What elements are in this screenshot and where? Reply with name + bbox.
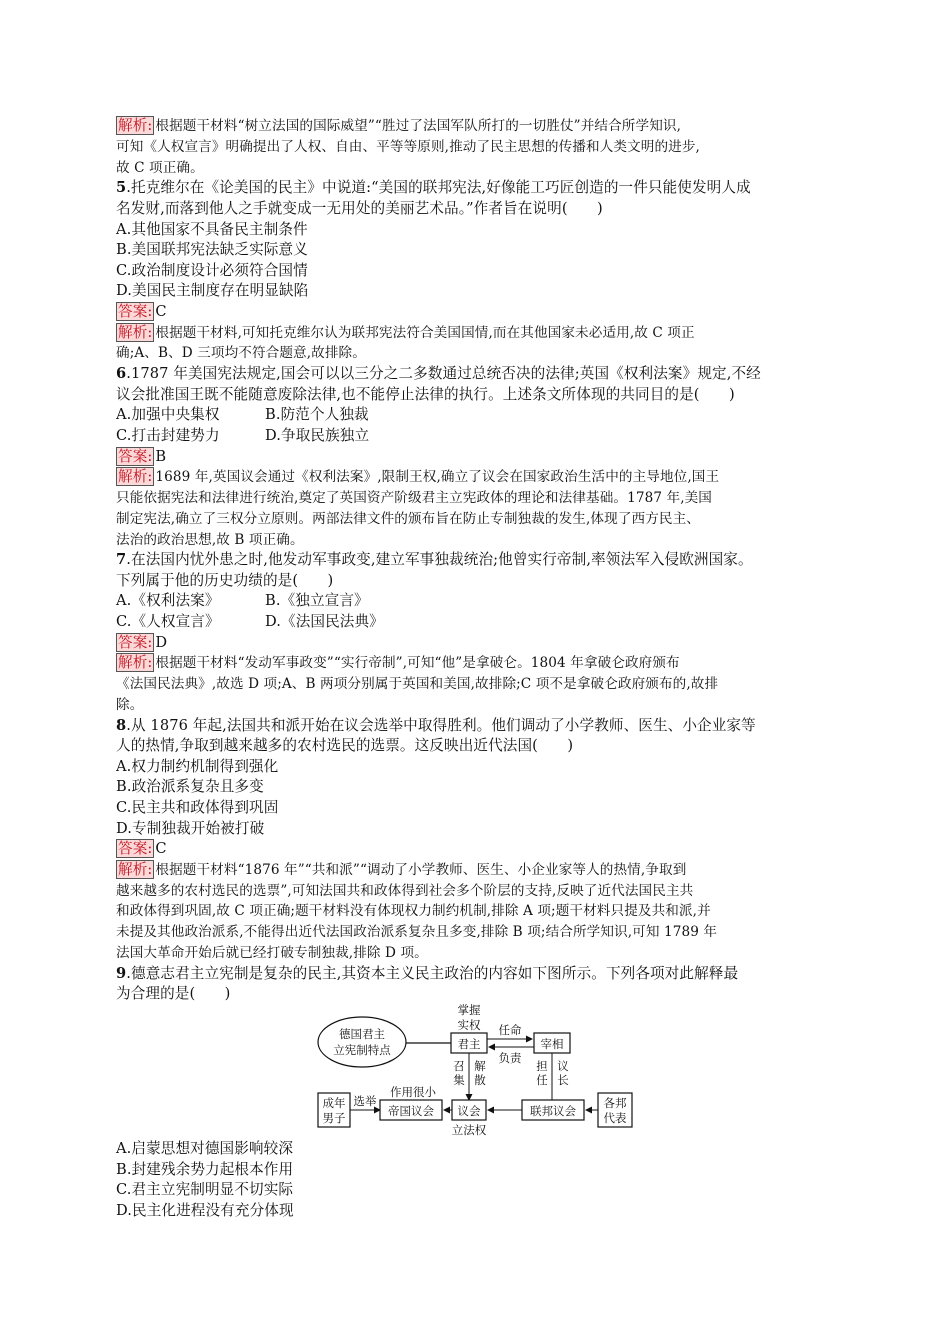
center-label-2: 立宪制特点 bbox=[333, 1043, 391, 1057]
center-label-1: 德国君主 bbox=[339, 1027, 385, 1041]
q6-analysis-line: 只能依据宪法和法律进行统治,奠定了英国资产阶级君主立宪政体的理论和法律基础。1787 年,美国 bbox=[116, 489, 713, 506]
q6-option-a: A.加强中央集权 bbox=[116, 406, 220, 424]
q5-option-a: A.其他国家不具备民主制条件 bbox=[116, 220, 308, 238]
q5-option-d: D.美国民主制度存在明显缺陷 bbox=[116, 282, 309, 300]
german-constitution-diagram bbox=[316, 1002, 644, 1138]
q7-stem-line: 下列属于他的历史功绩的是( ) bbox=[116, 571, 334, 589]
q6-option-b: B.防范个人独裁 bbox=[265, 406, 369, 424]
q9-option-c: C.君主立宪制明显不切实际 bbox=[116, 1181, 294, 1199]
little-effect-label: 作用很小 bbox=[390, 1085, 436, 1099]
q4-analysis-line: 故 C 项正确。 bbox=[116, 159, 204, 176]
q6-options-row bbox=[116, 426, 834, 447]
q8-analysis: 解析: 根据题干材料“1876 年”“共和派”“调动了小学教师、医生、小企业家等人的热情,争取到 bbox=[118, 860, 687, 878]
chair-label-2: 长 bbox=[557, 1073, 569, 1087]
answer-tag: 答案: bbox=[118, 302, 153, 320]
dissolve-label-2: 散 bbox=[474, 1073, 486, 1087]
q7-option-a: A.《权利法案》 bbox=[116, 592, 220, 610]
analysis-tag: 解析: bbox=[118, 654, 153, 672]
q9-options bbox=[116, 1139, 834, 1221]
q7-analysis-line: 除。 bbox=[116, 696, 144, 713]
q6-stem: 6.1787 年美国宪法规定,国会可以以三分之二多数通过总统否决的法律;英国《权利法案》规定,不经 bbox=[116, 365, 761, 383]
q5-stem-line: 名发财,而落到他人之手就变成一无用处的美丽艺术品。”作者旨在说明( ) bbox=[116, 199, 603, 217]
grasp-label-1: 掌握 bbox=[457, 1003, 481, 1017]
answer-tag: 答案: bbox=[118, 840, 153, 858]
q6-option-d: D.争取民族独立 bbox=[265, 426, 370, 444]
q6-answer: 答案: B bbox=[118, 447, 167, 465]
grasp-label-2: 实权 bbox=[457, 1018, 481, 1032]
monarch-label: 君主 bbox=[457, 1037, 481, 1051]
appoint-label: 任命 bbox=[498, 1023, 522, 1037]
answer-tag: 答案: bbox=[118, 447, 153, 465]
center-ellipse bbox=[318, 1017, 406, 1067]
chancellor-label: 宰相 bbox=[540, 1037, 564, 1051]
q7-option-c: C.《人权宣言》 bbox=[116, 613, 220, 631]
federal-council-label: 联邦议会 bbox=[530, 1104, 576, 1118]
q8-option-c: C.民主共和政体得到巩固 bbox=[116, 799, 279, 817]
q7-options-row bbox=[116, 612, 834, 633]
q6-option-c: C.打击封建势力 bbox=[116, 426, 220, 444]
analysis-tag: 解析: bbox=[118, 468, 153, 486]
q6-analysis-line: 法治的政治思想,故 B 项正确。 bbox=[116, 531, 304, 548]
legislative-label: 立法权 bbox=[451, 1123, 487, 1137]
q7-answer: 答案: D bbox=[118, 633, 168, 651]
q5-analysis: 解析: 根据题干材料,可知托克维尔认为联邦宪法符合美国国情,而在其他国家未必适用,故 C 项正 bbox=[118, 323, 695, 341]
q8-answer: 答案: C bbox=[118, 840, 167, 858]
serve-label-2: 任 bbox=[536, 1073, 548, 1087]
q7-options-row bbox=[116, 591, 834, 612]
q5-stem: 5.托克维尔在《论美国的民主》中说道:“美国的联邦宪法,好像能工巧匠创造的一件只能使发明人成 bbox=[116, 179, 751, 197]
adult-men-label-1: 成年 bbox=[322, 1096, 346, 1110]
responsible-label: 负责 bbox=[498, 1051, 522, 1065]
q8-option-b: B.政治派系复杂且多变 bbox=[116, 778, 264, 796]
q9-option-d: D.民主化进程没有充分体现 bbox=[116, 1201, 294, 1219]
q9-option-a: A.启蒙思想对德国影响较深 bbox=[116, 1140, 294, 1157]
q6-analysis: 解析: 1689 年,英国议会通过《权利法案》,限制王权,确立了议会在国家政治生活中的主导地位,国王 bbox=[118, 468, 720, 486]
q6-options-row bbox=[116, 405, 834, 426]
q8-option-d: D.专制独裁开始被打破 bbox=[116, 819, 265, 837]
q6-stem-line: 议会批准国王既不能随意废除法律,也不能停止法律的执行。上述条文所体现的共同目的是( ) bbox=[116, 385, 735, 403]
q9-stem-line: 为合理的是( ) bbox=[116, 985, 231, 1003]
chair-label-1: 议 bbox=[557, 1059, 569, 1073]
q4-analysis-line: 可知《人权宣言》明确提出了人权、自由、平等等原则,推动了民主思想的传播和人类文明的进步, bbox=[116, 138, 700, 155]
q8-analysis-line: 法国大革命开始后就已经打破专制独裁,排除 D 项。 bbox=[116, 945, 428, 961]
q8-stem: 8.从 1876 年起,法国共和派开始在议会选举中取得胜利。他们调动了小学教师、医生、小企业家等 bbox=[116, 716, 756, 734]
q7-option-d: D.《法国民法典》 bbox=[265, 613, 384, 631]
analysis-tag: 解析: bbox=[118, 117, 153, 134]
question-content bbox=[116, 116, 834, 1005]
convene-label-2: 集 bbox=[453, 1073, 465, 1087]
analysis-tag: 解析: bbox=[118, 860, 153, 878]
q8-analysis-line: 越来越多的农村选民的选票”,可知法国共和政体得到社会多个阶层的支持,反映了近代法国民主共 bbox=[116, 882, 694, 899]
convene-label-1: 召 bbox=[453, 1059, 465, 1073]
q7-analysis-line: 《法国民法典》,故选 D 项;A、B 两项分别属于英国和美国,故排除;C 项不是拿破仑政府颁布的,故排 bbox=[116, 676, 719, 693]
serve-label-1: 担 bbox=[536, 1059, 548, 1073]
analysis-tag: 解析: bbox=[118, 323, 153, 341]
adult-men-label-2: 男子 bbox=[322, 1111, 346, 1125]
q5-option-b: B.美国联邦宪法缺乏实际意义 bbox=[116, 241, 308, 259]
dissolve-label-1: 解 bbox=[474, 1059, 486, 1073]
q8-analysis-line: 未提及其他政治派系,不能得出近代法国政治派系复杂且多变,排除 B 项;结合所学知识,可知 1789 年 bbox=[116, 924, 718, 941]
q5-answer: 答案: C bbox=[118, 302, 167, 320]
imperial-diet-label: 帝国议会 bbox=[388, 1104, 434, 1118]
q7-stem: 7.在法国内忧外患之时,他发动军事政变,建立军事独裁统治;他曾实行帝制,率领法军入侵欧洲国家。 bbox=[116, 551, 753, 569]
q6-analysis-line: 制定宪法,确立了三权分立原则。两部法律文件的颁布旨在防止专制独裁的发生,体现了西方民主、 bbox=[116, 510, 700, 527]
q5-option-c: C.政治制度设计必须符合国情 bbox=[116, 261, 308, 279]
state-reps-label-1: 各邦 bbox=[603, 1096, 627, 1110]
q8-stem-line: 人的热情,争取到越来越多的农村选民的选票。这反映出近代法国( ) bbox=[116, 737, 574, 755]
q4-analysis: 解析: 根据题干材料“树立法国的国际威望”“胜过了法国军队所打的一切胜仗”并结合所学知识, bbox=[118, 117, 681, 134]
q7-analysis: 解析: 根据题干材料“发动军事政变”“实行帝制”,可知“他”是拿破仑。1804 年拿破仑政府颁布 bbox=[118, 654, 680, 672]
q7-option-b: B.《独立宣言》 bbox=[265, 592, 369, 610]
q9-stem: 9.德意志君主立宪制是复杂的民主,其资本主义民主政治的内容如下图所示。下列各项对此解释最 bbox=[116, 964, 739, 982]
q5-analysis-line: 确;A、B、D 三项均不符合题意,故排除。 bbox=[116, 345, 366, 362]
q8-analysis-line: 和政体得到巩固,故 C 项正确;题干材料没有体现权力制约机制,排除 A 项;题干材料只提及共和派,并 bbox=[116, 903, 711, 920]
q8-option-a: A.权力制约机制得到强化 bbox=[116, 757, 279, 775]
answer-tag: 答案: bbox=[118, 633, 153, 651]
q9-option-b: B.封建残余势力起根本作用 bbox=[116, 1160, 294, 1178]
state-reps-label-2: 代表 bbox=[603, 1111, 627, 1125]
elect-label: 选举 bbox=[353, 1094, 377, 1108]
parliament-label: 议会 bbox=[457, 1104, 481, 1118]
